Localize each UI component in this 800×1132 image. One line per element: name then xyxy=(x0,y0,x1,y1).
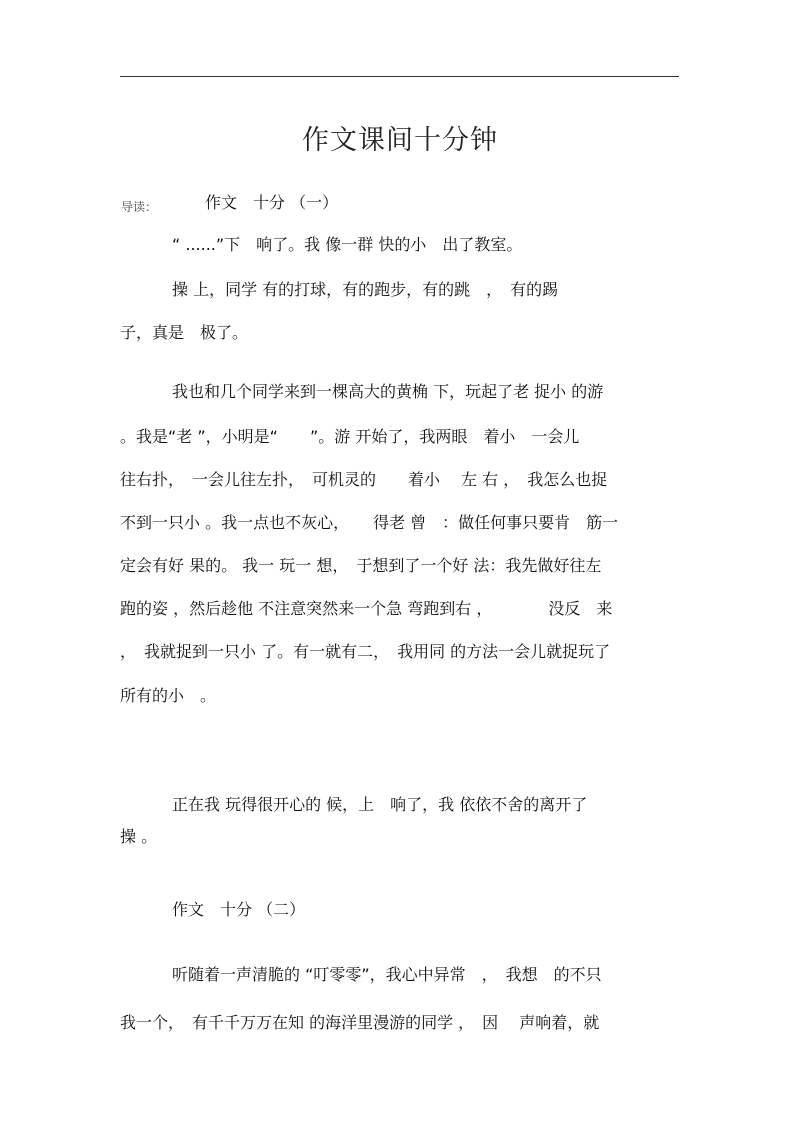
paragraph-3-line-4: 不到一只小 。我一点也不灰心， 得老 曾 ：做任何事只要肯 筋一 xyxy=(120,513,619,532)
paragraph-3-line-2: 。我是“老 ”，小明是“ ”。游 开始了，我两眼 着小 一会儿 xyxy=(120,427,580,446)
paragraph-3-line-6: 跑的姿 ，然后趁他 不注意突然来一个急 弯跑到右 ， 没反 来 xyxy=(120,599,613,618)
paragraph-2-line-1: 操 上，同学 有的打球，有的跑步，有的跳 ， 有的踢 xyxy=(172,280,559,299)
paragraph-4-line-1: 正在我 玩得很开心的 候，上 响了，我 依依不舍的离开了 xyxy=(172,795,588,814)
paragraph-4-line-2: 操 。 xyxy=(120,827,158,846)
paragraph-5-line-1: 听随着一声清脆的 “叮零零”，我心中异常 ， 我想 的不只 xyxy=(172,965,602,984)
section-heading-1: 作文 十分 （一） xyxy=(205,193,339,212)
paragraph-3-line-8: 所有的小 。 xyxy=(120,686,217,705)
paragraph-5-line-2: 我一个， 有千千万万在知 的海洋里漫游的同学 ， 因 声响着，就 xyxy=(120,1013,600,1032)
section-heading-2: 作文 十分 （二） xyxy=(172,900,306,919)
paragraph-2-line-2: 子，真是 极了。 xyxy=(120,323,249,342)
paragraph-3-line-3: 往右扑， 一会儿往左扑， 可机灵的 着小 左 右 ， 我怎么也捉 xyxy=(120,470,608,489)
paragraph-1: “ ......”下 响了。我 像一群 快的小 出了教室。 xyxy=(172,235,523,254)
page-title: 作文课间十分钟 xyxy=(302,125,498,156)
paragraph-3-line-1: 我也和几个同学来到一棵高大的黄桷 下，玩起了老 捉小 的游 xyxy=(172,382,604,401)
paragraph-3-line-7: ， 我就捉到一只小 了。有一就有二， 我用同 的方法一会儿就捉玩了 xyxy=(120,642,611,661)
header-rule xyxy=(120,76,679,77)
intro-label: 导读： xyxy=(121,200,158,214)
paragraph-3-line-5: 定会有好 果的。 我一 玩一 想， 于想到了一个好 法：我先做好往左 xyxy=(120,556,602,575)
